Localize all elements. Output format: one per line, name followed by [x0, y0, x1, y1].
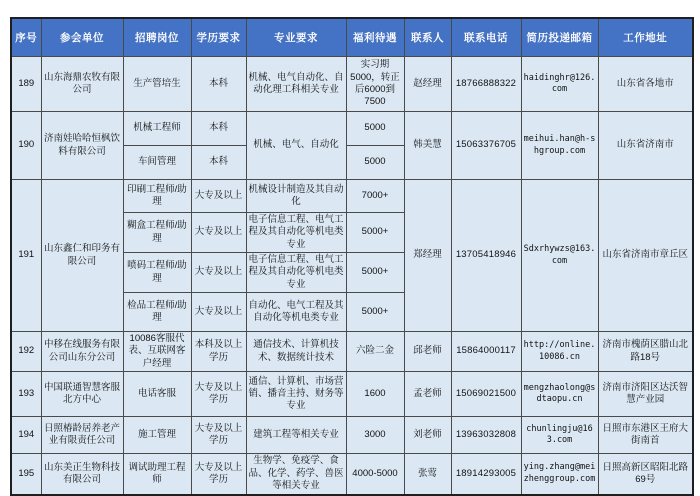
- table-row: [11, 454, 693, 495]
- cell-education: 大专及以上学历: [191, 454, 246, 495]
- cell-position: 喷码工程师/助理: [123, 253, 191, 293]
- cell-position: 糊盒工程师/助理: [123, 213, 191, 253]
- cell-position: 施工管理: [123, 417, 191, 454]
- cell-phone: 15864000117: [451, 332, 521, 372]
- cell-phone: 15069021500: [451, 372, 521, 417]
- cell-major: 通信技术、计算机技术、数据统计技术: [246, 332, 346, 372]
- cell-address: 山东省济南市章丘区: [598, 180, 693, 332]
- cell-email: meihui.han@h-shgroup.com: [521, 112, 598, 180]
- cell-phone: 18914293005: [451, 454, 521, 495]
- cell-position: 印刷工程师/助理: [123, 180, 191, 213]
- cell-education: 大专及以上学历: [191, 372, 246, 417]
- cell-email: mengzhaolong@sdtaopu.cn: [521, 372, 598, 417]
- table-row: [11, 57, 693, 112]
- cell-position: 生产管培生: [123, 57, 191, 112]
- cell-major: 自动化、电气工程及其自动化等机电类专业: [246, 293, 346, 332]
- cell-benefit: 5000: [346, 146, 404, 180]
- cell-major: 机械、电气自动化、自动化理工科相关专业: [246, 57, 346, 112]
- cell-major: 机械设计制造及其自动化: [246, 180, 346, 213]
- cell-education: 大专及以上: [191, 253, 246, 293]
- cell-major: 建筑工程等相关专业: [246, 417, 346, 454]
- cell-education: 大专及以上: [191, 213, 246, 253]
- cell-major: 电子信息工程、电气工程及其自动化等机电类专业: [246, 213, 346, 253]
- cell-education: 大专及以上: [191, 293, 246, 332]
- col-header-serial: 序号: [11, 18, 41, 57]
- col-header-position: 招聘岗位: [123, 18, 191, 57]
- col-header-address: 工作地址: [598, 18, 693, 57]
- cell-company: 山东海鼎农牧有限公司: [41, 57, 123, 112]
- cell-phone: 13963032808: [451, 417, 521, 454]
- cell-contact: 邱老师: [404, 332, 451, 372]
- cell-serial: 191: [11, 180, 41, 332]
- job-table-header: [11, 18, 693, 57]
- header-row: [11, 18, 693, 57]
- cell-email: ying.zhang@meizhenggroup.com: [521, 454, 598, 495]
- cell-major: 电子信息工程、电气工程及其自动化等机电类专业: [246, 253, 346, 293]
- cell-education: 本科: [191, 146, 246, 180]
- col-header-email: 简历投递邮箱: [521, 18, 598, 57]
- cell-education: 大专及以上: [191, 180, 246, 213]
- cell-email: chunlingju@163.com: [521, 417, 598, 454]
- cell-serial: 195: [11, 454, 41, 495]
- cell-address: 日照高新区昭阳北路69号: [598, 454, 693, 495]
- table-row: [11, 332, 693, 372]
- table-row: [11, 180, 693, 213]
- cell-benefit: 5000+: [346, 213, 404, 253]
- cell-benefit: 1600: [346, 372, 404, 417]
- cell-address: 济南市槐荫区腊山北路18号: [598, 332, 693, 372]
- col-header-phone: 联系电话: [451, 18, 521, 57]
- job-table: [10, 17, 694, 496]
- cell-major: 机械、电气、自动化: [246, 112, 346, 180]
- job-table-body: [11, 57, 693, 495]
- cell-phone: 13705418946: [451, 180, 521, 332]
- cell-company: 中国联通智慧客服北方中心: [41, 372, 123, 417]
- cell-phone: 15063376705: [451, 112, 521, 180]
- col-header-major: 专业要求: [246, 18, 346, 57]
- cell-contact: 孟老师: [404, 372, 451, 417]
- cell-address: 山东省各地市: [598, 57, 693, 112]
- cell-education: 本科: [191, 112, 246, 146]
- cell-company: 中移在线服务有限公司山东分公司: [41, 332, 123, 372]
- col-header-contact: 联系人: [404, 18, 451, 57]
- cell-position: 电话客服: [123, 372, 191, 417]
- cell-education: 大专及以上学历: [191, 417, 246, 454]
- cell-contact: 郑经理: [404, 180, 451, 332]
- cell-benefit: 实习期5000，转正后6000到7500: [346, 57, 404, 112]
- cell-major: 生物学、免疫学、食品、化学、药学、兽医等相关专业: [246, 454, 346, 495]
- cell-education: 本科: [191, 57, 246, 112]
- cell-major: 通信、计算机、市场营销、播音主持、财务等专业: [246, 372, 346, 417]
- cell-position: 车间管理: [123, 146, 191, 180]
- col-header-education: 学历要求: [191, 18, 246, 57]
- table-row: [11, 372, 693, 417]
- cell-address: 济南市济阳区达沃智慧产业园: [598, 372, 693, 417]
- table-row: [11, 417, 693, 454]
- cell-contact: 张莺: [404, 454, 451, 495]
- cell-email: Sdxrhywzs@163.com: [521, 180, 598, 332]
- cell-company: 山东美正生物科技有限公司: [41, 454, 123, 495]
- cell-serial: 193: [11, 372, 41, 417]
- cell-serial: 189: [11, 57, 41, 112]
- cell-benefit: 六险二金: [346, 332, 404, 372]
- cell-benefit: 5000+: [346, 253, 404, 293]
- cell-company: 济南娃哈哈恒枫饮料有限公司: [41, 112, 123, 180]
- cell-email: haidinghr@126.com: [521, 57, 598, 112]
- col-header-benefit: 福利待遇: [346, 18, 404, 57]
- cell-contact: 赵经理: [404, 57, 451, 112]
- cell-benefit: 5000: [346, 112, 404, 146]
- cell-benefit: 3000: [346, 417, 404, 454]
- cell-serial: 190: [11, 112, 41, 180]
- table-row: [11, 112, 693, 146]
- cell-position: 10086客服代表、互联网客户经理: [123, 332, 191, 372]
- cell-education: 本科及以上学历: [191, 332, 246, 372]
- cell-company: 日照椿龄居养老产业有限责任公司: [41, 417, 123, 454]
- cell-position: 调试助理工程师: [123, 454, 191, 495]
- cell-benefit: 4000-5000: [346, 454, 404, 495]
- cell-company: 山东鑫仁和印务有限公司: [41, 180, 123, 332]
- cell-email: http://online.10086.cn: [521, 332, 598, 372]
- cell-address: 山东省济南市: [598, 112, 693, 180]
- cell-serial: 192: [11, 332, 41, 372]
- cell-position: 机械工程师: [123, 112, 191, 146]
- cell-benefit: 5000+: [346, 293, 404, 332]
- cell-serial: 194: [11, 417, 41, 454]
- cell-address: 日照市东港区王府大街南首: [598, 417, 693, 454]
- cell-contact: 刘老师: [404, 417, 451, 454]
- cell-benefit: 7000+: [346, 180, 404, 213]
- cell-phone: 18766888322: [451, 57, 521, 112]
- cell-position: 检品工程师/助理: [123, 293, 191, 332]
- col-header-company: 参会单位: [41, 18, 123, 57]
- cell-contact: 韩美慧: [404, 112, 451, 180]
